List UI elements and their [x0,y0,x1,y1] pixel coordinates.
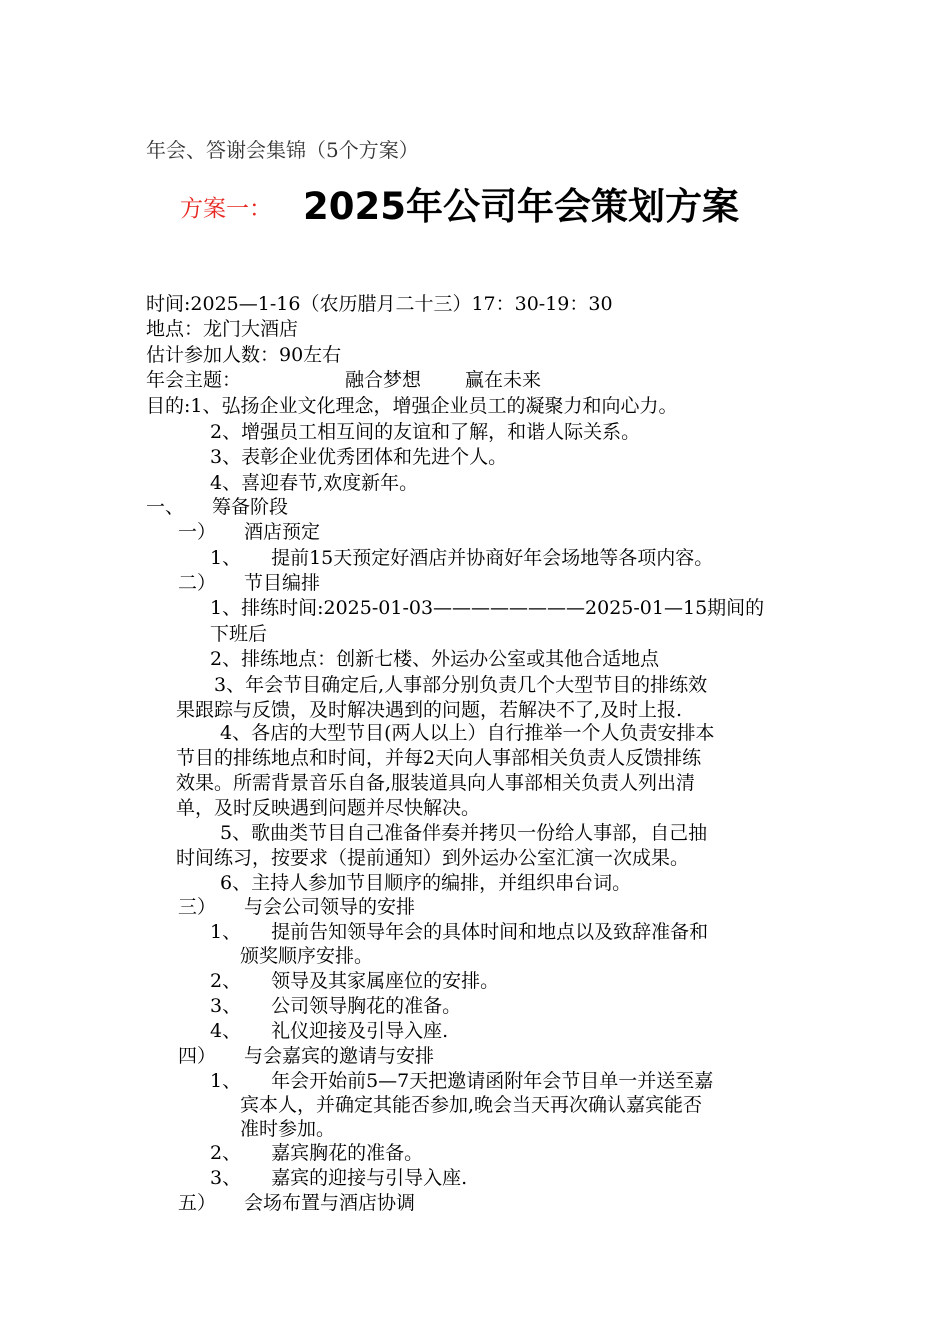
subsection-number: 五） [178,1192,217,1214]
theme-label: 年会主题： [146,369,242,391]
goal-item: 4、喜迎春节,欢度新年。 [210,472,419,494]
subsection-heading [178,1044,434,1068]
paragraph-line: 1、排练时间:2025-01-03————————2025-01—15期间的 [210,597,765,619]
plan-title: 2025年公司年会策划方案 [303,185,739,228]
paragraph-line: 果跟踪与反馈，及时解决遇到的问题，若解决不了,及时上报. [176,699,683,721]
collection-title: 年会、答谢会集锦（5个方案） [146,138,419,162]
section-title: 筹备阶段 [212,496,289,518]
subsection-heading [178,520,320,544]
goal-item: 2、增强员工相互间的友谊和了解，和谐人际关系。 [210,421,641,443]
theme-part-2: 赢在未来 [465,369,542,391]
list-item: 4、 礼仪迎接及引导入座. [210,1020,449,1042]
paragraph-line: 效果。所需背景音乐自备,服装道具向人事部相关负责人列出清 [176,772,696,794]
list-item: 2、 领导及其家属座位的安排。 [210,970,500,992]
paragraph-line: 3、年会节目确定后,人事部分别负责几个大型节目的排练效 [214,674,708,696]
subsection-number: 二） [178,572,217,594]
list-item: 3、 公司领导胸花的准备。 [210,995,462,1017]
paragraph-line: 2、排练地点：创新七楼、外运办公室或其他合适地点 [210,648,660,670]
theme-part-1: 融合梦想 [345,369,422,391]
section-heading [146,495,288,519]
list-item: 1、 提前告知领导年会的具体时间和地点以及致辞准备和 [210,921,709,943]
subsection-heading [178,571,320,595]
subsection-title: 与会公司领导的安排 [244,896,416,918]
subsection-number: 一） [178,521,217,543]
subsection-heading [178,1191,415,1215]
subsection-heading [178,895,415,919]
paragraph-line: 5、歌曲类节目自己准备伴奏并拷贝一份给人事部，自己抽 [220,822,708,844]
subsection-title: 会场布置与酒店协调 [244,1192,416,1214]
goal-item: 目的:1、弘扬企业文化理念，增强企业员工的凝聚力和向心力。 [146,395,678,417]
subsection-number: 三） [178,896,217,918]
paragraph-line: 4、各店的大型节目(两人以上）自行推举一个人负责安排本 [220,722,715,744]
subsection-title: 酒店预定 [244,521,321,543]
list-item: 1、 提前15天预定好酒店并协商好年会场地等各项内容。 [210,547,714,569]
paragraph-line: 下班后 [210,623,268,645]
info-location: 地点：龙门大酒店 [146,318,299,340]
plan-label: 方案一： [180,196,272,222]
plan-heading [0,176,950,226]
info-time: 时间:2025—1-16（农历腊月二十三）17：30-19：30 [146,293,613,315]
paragraph-line: 单，及时反映遇到问题并尽快解决。 [176,797,481,819]
paragraph-line: 节目的排练地点和时间，并每2天向人事部相关负责人反馈排练 [176,747,702,769]
paragraph-line: 6、主持人参加节目顺序的编排，并组织串台词。 [220,872,632,894]
info-theme [146,368,541,392]
list-item: 3、 嘉宾的迎接与引导入座. [210,1167,468,1189]
subsection-title: 与会嘉宾的邀请与安排 [244,1045,435,1067]
subsection-title: 节目编排 [244,572,321,594]
list-item-continuation: 准时参加。 [240,1118,336,1140]
paragraph-line: 时间练习，按要求（提前通知）到外运办公室汇演一次成果。 [176,847,690,869]
section-number: 一、 [146,496,185,518]
goal-item: 3、表彰企业优秀团体和先进个人。 [210,446,508,468]
info-attendees: 估计参加人数：90左右 [146,344,342,366]
subsection-number: 四） [178,1045,217,1067]
list-item: 1、 年会开始前5—7天把邀请函附年会节目单一并送至嘉 [210,1070,714,1092]
list-item-continuation: 宾本人，并确定其能否参加,晚会当天再次确认嘉宾能否 [240,1094,703,1116]
list-item: 2、 嘉宾胸花的准备。 [210,1142,424,1164]
list-item-continuation: 颁奖顺序安排。 [240,945,374,967]
